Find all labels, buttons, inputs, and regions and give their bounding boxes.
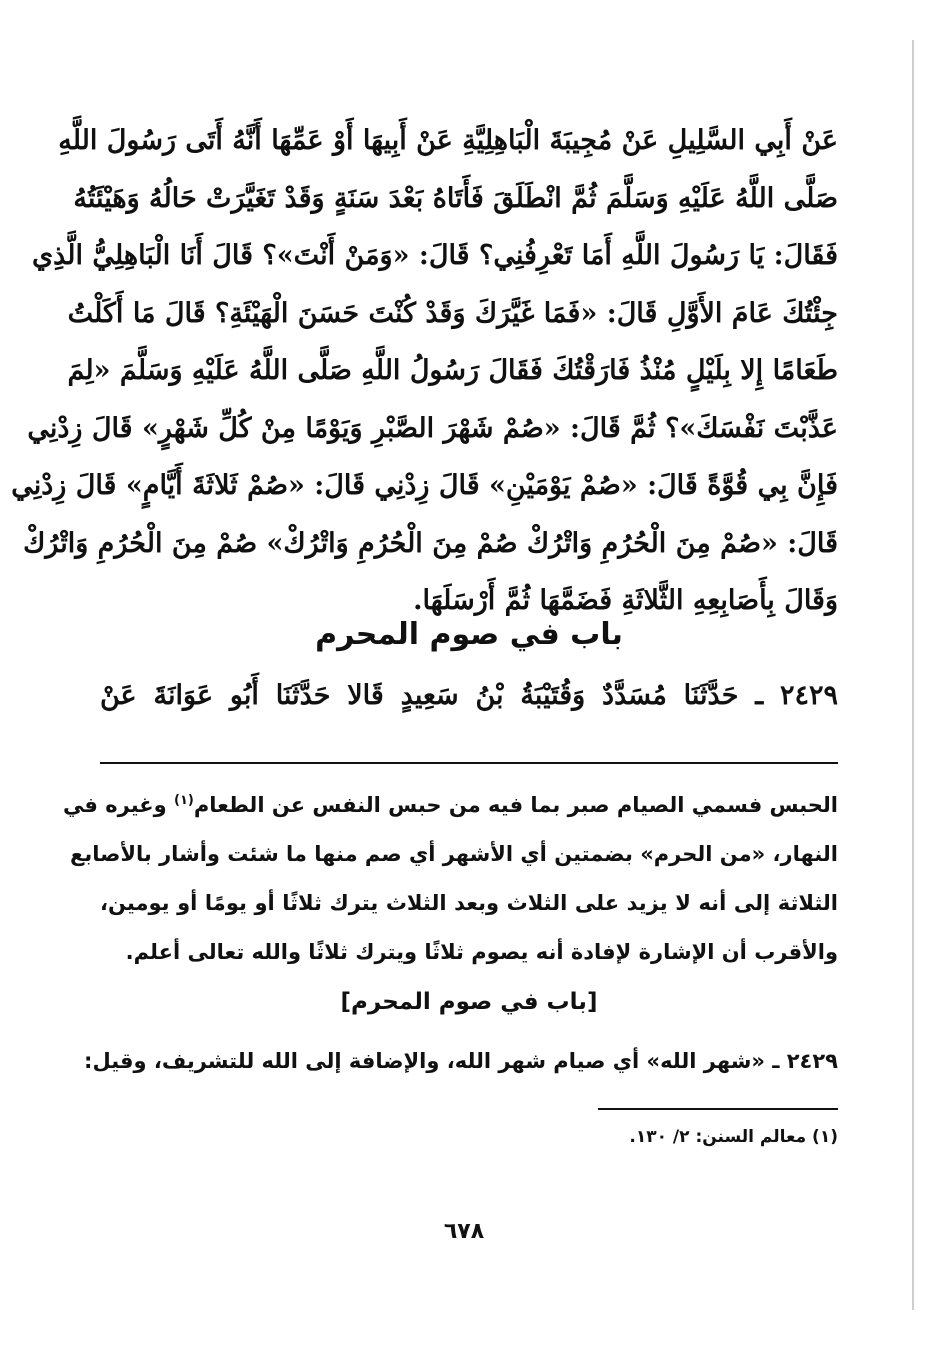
scan-margin-mark	[912, 40, 914, 1310]
hadith-line: عَنْ أَبِي السَّلِيلِ عَنْ مُجِيبَةَ الْبَاهِلِيَّةِ عَنْ أَبِيهَا أَوْ عَمِّهَا أَنَّهُ أَتَى رَسُولَ اللَّهِ	[58, 125, 838, 156]
commentary-line	[62, 781, 838, 830]
commentary-line-text: وغيره في	[62, 793, 174, 817]
commentary-text	[62, 781, 838, 977]
commentary-2429-opening: ٢٤٢٩ ـ «شهر الله» أي صيام شهر الله، والإضافة إلى الله للتشريف، وقيل:	[84, 1049, 838, 1073]
footnote-separator-rule	[598, 1108, 838, 1110]
hadith-line: وَقَالَ بِأَصَابِعِهِ الثَّلاثَةِ فَضَمَّهَا ثُمَّ أَرْسَلَهَا.	[413, 585, 838, 616]
commentary-line: والأقرب أن الإشارة لإفادة أنه يصوم ثلاثًا ويترك ثلاثًا والله تعالى أعلم.	[125, 940, 838, 964]
hadith-text	[11, 112, 838, 630]
hadith-line: قَالَ: «صُمْ مِنَ الْحُرُمِ وَاتْرُكْ صُمْ مِنَ الْحُرُمِ وَاتْرُكْ» صُمْ مِنَ الْحُرُمِ وَاتْرُكْ	[23, 527, 838, 559]
hadith-line: فَإِنَّ بِي قُوَّةً قَالَ: «صُمْ يَوْمَيْنِ» قَالَ زِدْنِي قَالَ: «صُمْ ثَلاثَةَ أَيَّامٍ» قَالَ زِدْنِي	[11, 470, 838, 501]
commentary-line-text: الحبس فسمي الصيام صبر بما فيه من حبس النفس عن الطعام	[193, 793, 838, 817]
commentary-chapter-heading: [باب في صوم المحرم]	[340, 989, 598, 1015]
commentary-separator-rule	[100, 762, 838, 764]
footnote-reference: (١)	[174, 793, 194, 808]
page-number: ٦٧٨	[443, 1219, 485, 1244]
hadith-2429-opening: ٢٤٢٩ ـ حَدَّثَنَا مُسَدَّدٌ وَقُتَيْبَةُ بْنُ سَعِيدٍ قَالا حَدَّثَنَا أَبُو عَوَانَةَ عَنْ	[100, 680, 838, 711]
hadith-line: صَلَّى اللَّهُ عَلَيْهِ وَسَلَّمَ ثُمَّ انْطَلَقَ فَأَتَاهُ بَعْدَ سَنَةٍ وَقَدْ تَغَيَّرَتْ حَالُهُ وَهَيْئَتُهُ	[73, 182, 838, 214]
commentary-line: النهار، «من الحرم» بضمتين أي الأشهر أي صم منها ما شئت وأشار بالأصابع	[69, 842, 838, 866]
footnote: (١) معالم السنن: ٢/ ١٣٠.	[629, 1127, 838, 1147]
hadith-line: عَذَّبْتَ نَفْسَكَ»؟ ثُمَّ قَالَ: «صُمْ شَهْرَ الصَّبْرِ وَيَوْمًا مِنْ كُلِّ شَهْرٍ» قَالَ زِدْنِي	[27, 412, 838, 444]
hadith-line: طَعَامًا إِلا بِلَيْلٍ مُنْذُ فَارَقْتُكَ فَقَالَ رَسُولُ اللَّهِ صَلَّى اللَّهُ عَلَيْهِ وَسَلَّمَ «لِمَ	[67, 355, 838, 386]
hadith-line: فَقَالَ: يَا رَسُولَ اللَّهِ أَمَا تَعْرِفُنِي؟ قَالَ: «وَمَنْ أَنْتَ»؟ قَالَ أَنَا الْبَاهِلِيُّ الَّذِي	[32, 240, 838, 271]
hadith-line: جِئْتُكَ عَامَ الأَوَّلِ قَالَ: «فَمَا غَيَّرَكَ وَقَدْ كُنْتَ حَسَنَ الْهَيْئَةِ؟ قَالَ مَا أَكَلْتُ	[67, 297, 838, 329]
chapter-heading: باب في صوم المحرم	[315, 617, 623, 652]
commentary-line: الثلاثة إلى أنه لا يزيد على الثلاث وبعد الثلاث يترك ثلاثًا أو يومًا أو يومين،	[100, 891, 838, 915]
